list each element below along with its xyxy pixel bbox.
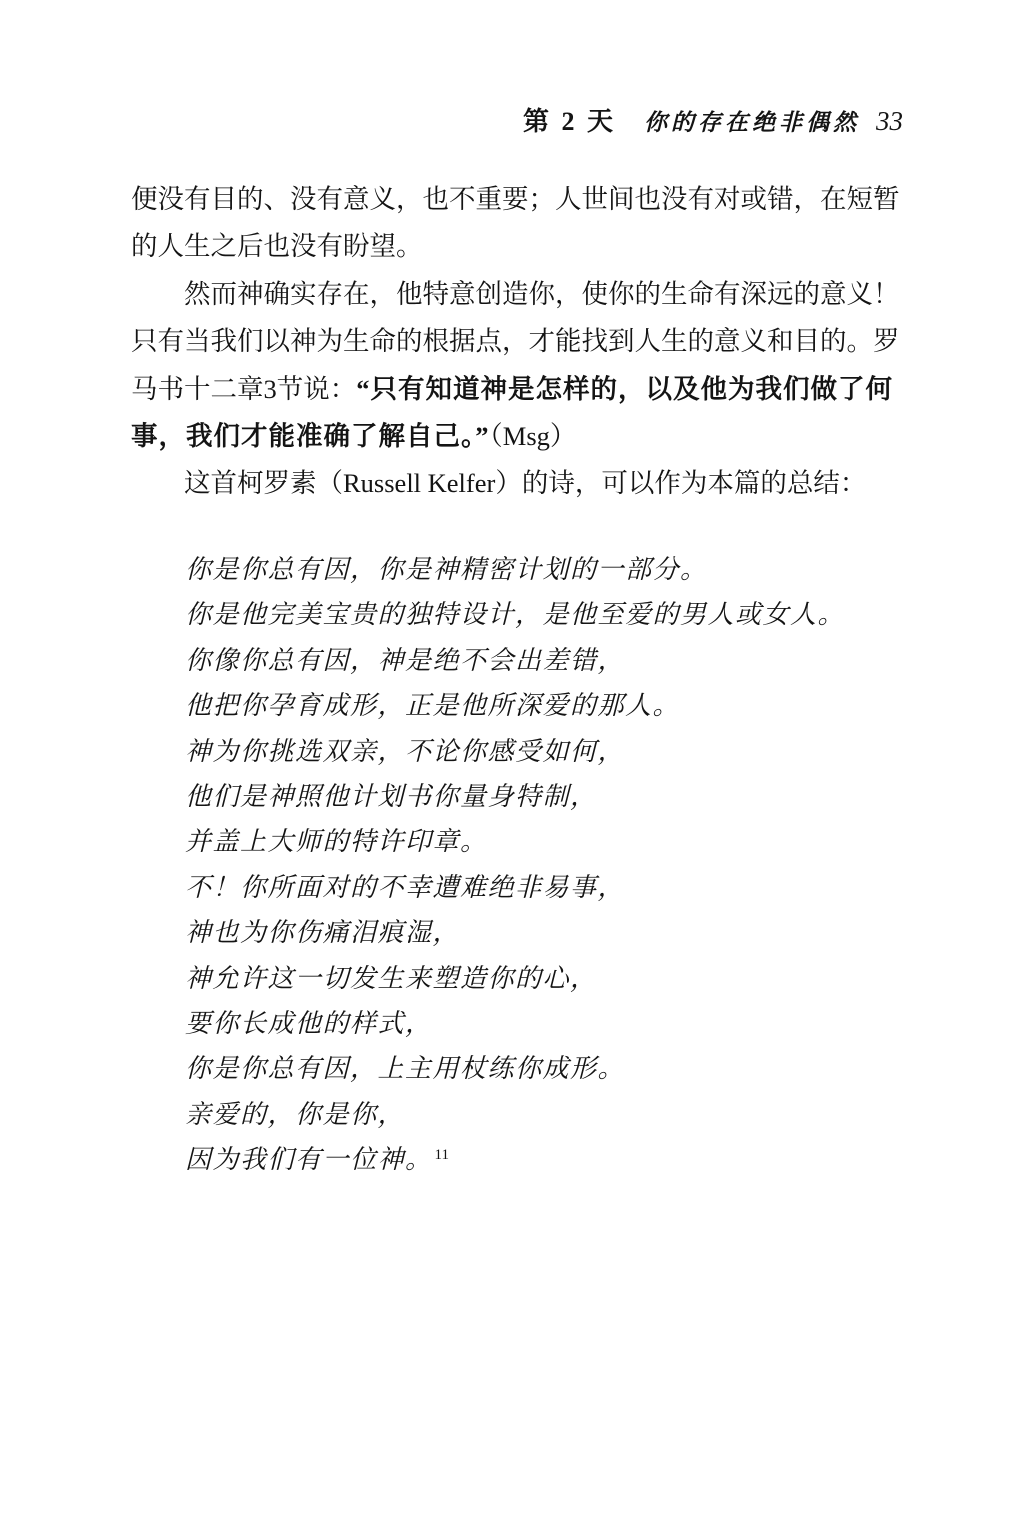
poem-line — [185, 1137, 845, 1182]
poem-line: 神也为你伤痛泪痕湿， — [185, 918, 461, 948]
poem-line: 神允许这一切发生来塑造你的心， — [185, 963, 598, 993]
poem-line: 你像你总有因，神是绝不会出差错， — [185, 645, 626, 675]
poem-line: 要你长成他的样式， — [185, 1009, 433, 1039]
poem-line: 你是你总有因，上主用杖练你成形。 — [185, 1054, 626, 1084]
scripture-quote-segment: “只有知道神是怎样的，以及他为我们做了何 — [356, 373, 893, 404]
text-segment: 这首柯罗素（Russell Kelfer）的诗，可以作为本篇的总结： — [184, 468, 867, 499]
poem — [185, 547, 845, 1183]
paragraph-line: 的人生之后也没有盼望。 — [131, 231, 423, 262]
poem-line: 亲爱的，你是你， — [185, 1099, 406, 1129]
text-segment: 然而神确实存在，他特意创造你，使你的生命有深远的意义！ — [184, 278, 900, 309]
paragraph — [131, 271, 903, 461]
paragraph-line — [131, 460, 903, 507]
running-header — [131, 101, 903, 138]
poem-line: 你是你总有因，你是神精密计划的一部分。 — [185, 555, 708, 584]
chapter-label: 第 2 天 — [522, 107, 616, 136]
paragraph — [131, 460, 903, 507]
text-segment: 马书十二章3节说： — [131, 373, 357, 404]
text-segment: 只有当我们以神为生命的根据点，才能找到人生的意义和目的。罗 — [131, 326, 900, 357]
poem-line: 他把你孕育成形，正是他所深爱的那人。 — [185, 691, 681, 721]
paragraph-line: 便没有目的、没有意义，也不重要；人世间也没有对或错，在短暂 — [131, 184, 900, 214]
paragraph — [131, 176, 903, 271]
chapter-title: 你的存在绝非偶然 — [644, 110, 860, 135]
poem-line: 他们是神照他计划书你量身特制， — [185, 782, 598, 812]
paragraph-line — [131, 413, 903, 460]
poem-line: 神为你挑选双亲，不论你感受如何， — [185, 736, 626, 766]
poem-line: 你是他完美宝贵的独特设计，是他至爱的男人或女人。 — [185, 600, 846, 630]
body-text — [131, 176, 903, 508]
scripture-quote-segment: 事，我们才能准确了解自己。” — [131, 421, 490, 452]
page-number: 33 — [876, 106, 903, 136]
paragraph-line — [131, 366, 903, 413]
poem-line-text: 因为我们有一位神。 — [185, 1145, 433, 1175]
poem-line: 并盖上大师的特许印章。 — [185, 827, 488, 857]
text-segment: （Msg） — [489, 421, 577, 452]
poem-line: 不！你所面对的不幸遭难绝非易事， — [185, 872, 626, 902]
footnote-marker: 11 — [434, 1146, 449, 1163]
paragraph-line — [131, 271, 903, 318]
paragraph-line — [131, 318, 903, 365]
